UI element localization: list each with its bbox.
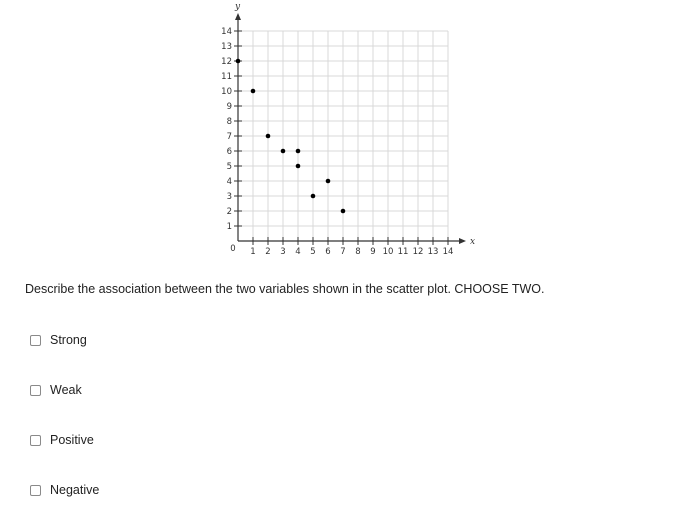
y-axis-arrow-icon <box>235 13 241 20</box>
option-weak-checkbox[interactable] <box>30 385 41 396</box>
x-tick-label: 0 <box>230 244 236 254</box>
x-tick-label: 5 <box>310 247 316 257</box>
x-tick-label: 10 <box>382 247 394 257</box>
x-tick-label: 8 <box>355 247 361 257</box>
y-tick-label: 7 <box>226 132 232 142</box>
x-axis-arrow-icon <box>459 238 466 244</box>
option-positive-label: Positive <box>50 433 94 447</box>
y-tick-label: 5 <box>226 162 232 172</box>
option-weak-label: Weak <box>50 383 82 397</box>
y-tick-label: 12 <box>221 57 232 67</box>
y-tick-label: 14 <box>221 27 232 37</box>
option-weak[interactable] <box>30 381 82 399</box>
data-point <box>266 134 271 139</box>
x-tick-label: 7 <box>340 247 346 257</box>
option-strong[interactable] <box>30 331 87 349</box>
y-tick-label: 8 <box>226 117 232 127</box>
data-point <box>326 179 331 184</box>
x-tick-label: 9 <box>370 247 376 257</box>
question-prompt: Describe the association between the two variables shown in the scatter plot. CHOOSE TWO. <box>25 282 545 296</box>
scatter-plot <box>208 0 478 268</box>
data-point <box>341 209 346 214</box>
option-strong-label: Strong <box>50 333 87 347</box>
data-point <box>236 59 241 64</box>
y-axis-name: y <box>235 2 241 12</box>
x-tick-label: 4 <box>295 247 301 257</box>
x-tick-label: 1 <box>250 247 256 257</box>
y-tick-label: 10 <box>221 87 232 97</box>
y-tick-label: 6 <box>226 147 232 157</box>
scatter-plot-svg <box>208 0 478 268</box>
y-tick-label: 11 <box>221 72 232 82</box>
plot-axes <box>234 2 475 247</box>
data-point <box>281 149 286 154</box>
option-positive[interactable] <box>30 431 94 449</box>
option-negative[interactable] <box>30 481 99 499</box>
data-point <box>296 164 301 169</box>
data-point <box>311 194 316 199</box>
x-tick-label: 11 <box>397 247 409 257</box>
x-tick-label: 14 <box>442 247 454 257</box>
y-tick-label: 4 <box>226 177 232 187</box>
y-tick-label: 1 <box>226 222 232 232</box>
x-axis-name: x <box>470 237 476 247</box>
x-tick-label: 3 <box>280 247 286 257</box>
x-tick-label: 2 <box>265 247 271 257</box>
y-tick-label: 13 <box>221 42 232 52</box>
data-point <box>296 149 301 154</box>
x-tick-label: 6 <box>325 247 331 257</box>
y-tick-label: 2 <box>226 207 232 217</box>
option-positive-checkbox[interactable] <box>30 435 41 446</box>
x-tick-label: 12 <box>412 247 424 257</box>
x-tick-label: 13 <box>427 247 439 257</box>
option-strong-checkbox[interactable] <box>30 335 41 346</box>
option-negative-checkbox[interactable] <box>30 485 41 496</box>
option-negative-label: Negative <box>50 483 100 497</box>
y-tick-label: 3 <box>226 192 232 202</box>
data-point <box>251 89 256 94</box>
y-tick-label: 9 <box>226 102 232 112</box>
